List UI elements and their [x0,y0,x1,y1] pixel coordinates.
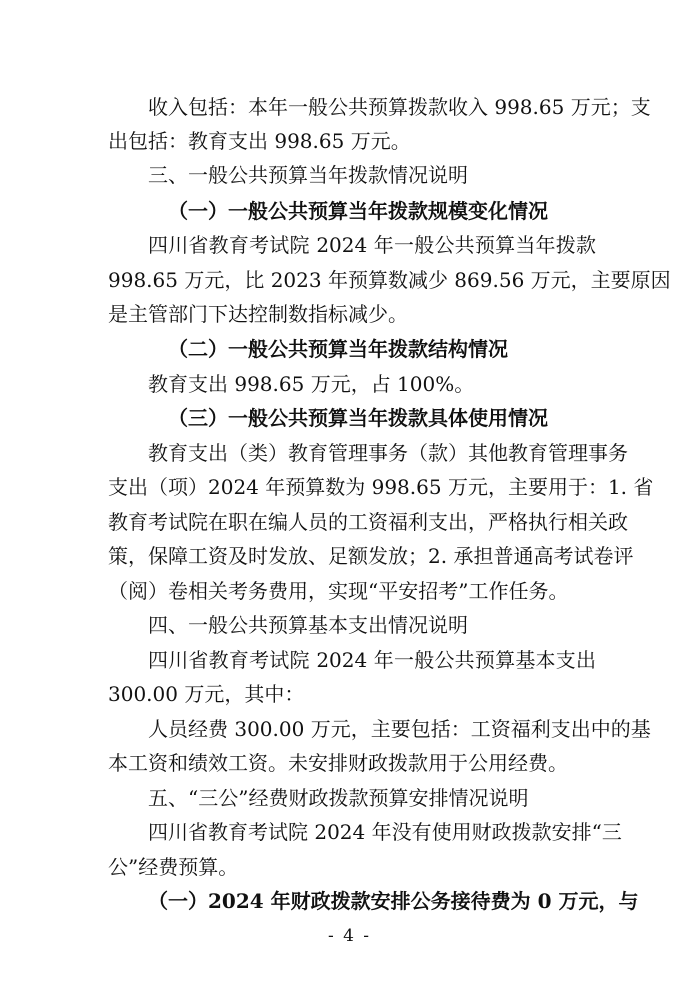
section-heading: 五、“三公”经费财政拨款预算安排情况说明 [148,786,529,810]
paragraph-line: 是主管部门下达控制数指标减少。 [108,302,408,326]
paragraph-line: 支出（项）2024 年预算数为 998.65 万元，主要用于：1. 省 [108,475,654,499]
paragraph-line: 教育支出（类）教育管理事务（款）其他教育管理事务 [148,441,628,465]
subsection-heading: （一）一般公共预算当年拨款规模变化情况 [168,199,548,223]
subsection-heading: （三）一般公共预算当年拨款具体使用情况 [168,406,548,430]
page-number: - 4 - [327,926,372,946]
paragraph-line: 300.00 万元，其中： [108,682,305,706]
paragraph-line: 收入包括：本年一般公共预算拨款收入 998.65 万元；支 [148,95,651,119]
paragraph-line: 人员经费 300.00 万元，主要包括：工资福利支出中的基 [148,717,651,741]
section-heading: 四、一般公共预算基本支出情况说明 [148,613,468,637]
paragraph-line: 出包括：教育支出 998.65 万元。 [108,129,411,153]
paragraph-line: 教育考试院在职在编人员的工资福利支出，严格执行相关政 [108,510,628,534]
subsection-heading: （一）2024 年财政拨款安排公务接待费为 0 万元，与 [148,889,639,913]
paragraph-line: 公”经费预算。 [108,855,239,879]
paragraph-line: 本工资和绩效工资。未安排财政拨款用于公用经费。 [108,751,568,775]
paragraph-line: 四川省教育考试院 2024 年一般公共预算基本支出 [148,648,596,672]
paragraph-line: （阅）卷相关考务费用，实现“平安招考”工作任务。 [108,579,569,603]
section-heading: 三、一般公共预算当年拨款情况说明 [148,163,468,187]
paragraph-line: 教育支出 998.65 万元，占 100%。 [148,372,475,396]
paragraph-line: 策，保障工资及时发放、足额发放；2. 承担普通高考试卷评 [108,544,634,568]
paragraph-line: 四川省教育考试院 2024 年没有使用财政拨款安排“三 [148,820,622,844]
paragraph-line: 998.65 万元，比 2023 年预算数减少 869.56 万元，主要原因 [108,268,671,292]
subsection-heading: （二）一般公共预算当年拨款结构情况 [168,337,508,361]
paragraph-line: 四川省教育考试院 2024 年一般公共预算当年拨款 [148,233,596,257]
